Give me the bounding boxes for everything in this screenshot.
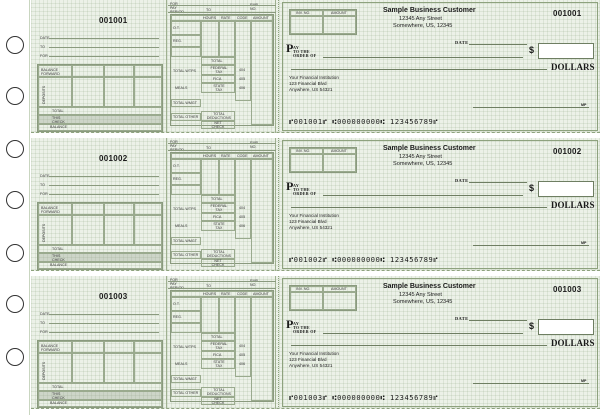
institution-address-1: 123 Financial Blvd [289, 357, 327, 362]
invoice-box [289, 147, 357, 173]
check-number: 001002 [553, 147, 582, 156]
register-cell[interactable] [134, 65, 162, 77]
total-other-label: TOTAL OTHER [173, 391, 199, 395]
register-cell[interactable] [72, 215, 104, 245]
total-wmgt-label: TOTAL WMGT [173, 101, 197, 105]
payee-line[interactable] [323, 57, 523, 58]
to-the-label: TO THE [293, 325, 310, 330]
earn-for-label: FOR [170, 140, 178, 144]
binder-hole [6, 191, 24, 209]
rate-col: RATE [221, 292, 231, 296]
total-col-label: TOTAL [211, 59, 223, 63]
earn-cell[interactable] [171, 323, 201, 333]
earn-cell[interactable] [171, 47, 201, 57]
register-cell[interactable] [72, 77, 104, 107]
amount-label: AMOUNT [331, 11, 347, 15]
dollar-sign: $ [529, 183, 535, 193]
customer-address-2: Somewhere, US, 12345 [393, 23, 453, 29]
perforation-line [278, 138, 279, 271]
invoice-box [289, 9, 357, 35]
pay-period-line[interactable] [168, 12, 276, 13]
rate-col: RATE [221, 154, 231, 158]
balance-forward-label: BALANCE FORWARD [41, 206, 60, 214]
dollars-label: DOLLARS [551, 62, 595, 72]
stub-for-label: FOR [40, 192, 48, 196]
earn-for-label: FOR [170, 2, 178, 6]
customer-address-1: 12345 Any Street [399, 154, 442, 160]
payee-line[interactable] [323, 333, 523, 334]
amount-box[interactable] [538, 181, 594, 197]
code-404: 404 [239, 344, 246, 348]
ot-label: O.T. [173, 164, 180, 168]
inv-amount-cell[interactable] [323, 154, 356, 172]
register-stub [31, 138, 167, 271]
federal-tax-label: FEDERAL TAX [210, 204, 228, 212]
deposits-label: DEPOSITS [42, 361, 46, 380]
customer-name: Sample Business Customer [383, 145, 476, 152]
check-number: 001003 [553, 285, 582, 294]
earn-for-line[interactable] [168, 5, 276, 6]
amount-col: AMOUNT [253, 16, 269, 20]
stub-date-label: DATE [40, 36, 50, 40]
date-line[interactable] [469, 44, 527, 45]
perforation-line [278, 0, 279, 133]
dollar-sign: $ [529, 45, 535, 55]
federal-tax-label: FEDERAL TAX [210, 66, 228, 74]
amount-words-line[interactable] [291, 345, 547, 346]
institution-name: Your Financial Institution [289, 75, 339, 80]
code-cell[interactable] [235, 21, 251, 101]
register-cell[interactable] [72, 341, 104, 353]
stub-date-line[interactable] [49, 38, 159, 39]
code-cell[interactable] [235, 297, 251, 377]
hours-cell[interactable] [201, 297, 219, 333]
inv-no-label: INV. NO. [296, 149, 311, 153]
date-label: DATE [455, 178, 469, 183]
micr-line: ⑈001003⑈ ⑆000000000⑆ 123456789⑈ [289, 394, 439, 402]
stub-to-line[interactable] [49, 47, 159, 48]
signature-line[interactable] [473, 383, 589, 384]
check [282, 2, 598, 131]
emp-no-label: EMP. NO. [250, 279, 259, 287]
to-the-label: TO THE [293, 187, 310, 192]
meals-label: MEALS [175, 86, 188, 90]
customer-address-2: Somewhere, US, 12345 [393, 299, 453, 305]
pay-label: AY [293, 45, 300, 50]
register-cell[interactable] [104, 203, 134, 215]
amount-box[interactable] [538, 319, 594, 335]
order-of-label: ORDER OF [293, 191, 317, 196]
state-tax-label: STATE TAX [213, 84, 225, 92]
total-label: TOTAL [52, 109, 64, 113]
institution-name: Your Financial Institution [289, 213, 339, 218]
institution-address-1: 123 Financial Blvd [289, 219, 327, 224]
register-stub [31, 0, 167, 133]
rate-col: RATE [221, 16, 231, 20]
emp-no-label: EMP. NO. [250, 3, 259, 11]
register-cell[interactable] [72, 65, 104, 77]
code-col: CODE [237, 154, 248, 158]
total-wtps-label: TOTAL WTPS [173, 345, 196, 349]
code-col: CODE [237, 292, 248, 296]
pay-period-to-label: TO [206, 146, 212, 150]
pay-initial: P [286, 179, 294, 193]
binder-hole [6, 36, 24, 54]
code-cell[interactable] [235, 159, 251, 239]
fica-label: FICA [213, 353, 222, 357]
pay-period-to-label: TO [206, 284, 212, 288]
stub-for-line[interactable] [49, 194, 159, 195]
pay-initial: P [286, 317, 294, 331]
check [282, 140, 598, 269]
signature-line[interactable] [473, 107, 589, 108]
earn-for-label: FOR [170, 278, 178, 282]
dollar-sign: $ [529, 321, 535, 331]
fica-label: FICA [213, 215, 222, 219]
balance-label: BALANCE [50, 263, 68, 267]
reg-label: REG. [173, 315, 182, 319]
register-cell[interactable] [134, 353, 162, 383]
customer-address-1: 12345 Any Street [399, 292, 442, 298]
register-cell[interactable] [104, 353, 134, 383]
signature-line[interactable] [473, 245, 589, 246]
binder-hole [6, 87, 24, 105]
total-wtps-label: TOTAL WTPS [173, 69, 196, 73]
earnings-table [170, 152, 274, 267]
binder-hole [6, 140, 24, 158]
total-col-label: TOTAL [211, 335, 223, 339]
customer-name: Sample Business Customer [383, 7, 476, 14]
pay-period-label: PAY PERIOD [170, 144, 185, 152]
register-table [37, 340, 163, 408]
earn-for-line[interactable] [168, 281, 276, 282]
inv-no-cell[interactable] [290, 292, 323, 310]
earnings-table [170, 14, 274, 129]
fica-label: FICA [213, 77, 222, 81]
balance-forward-label: BALANCE FORWARD [41, 68, 60, 76]
total-label: TOTAL [52, 247, 64, 251]
check-panel [31, 0, 600, 133]
deposits-label: DEPOSITS [42, 85, 46, 104]
amount-cell[interactable] [251, 297, 273, 401]
inv-amount-cell[interactable] [323, 292, 356, 310]
amount-box[interactable] [538, 43, 594, 59]
institution-address-1: 123 Financial Blvd [289, 81, 327, 86]
register-table [37, 202, 163, 270]
customer-name: Sample Business Customer [383, 283, 476, 290]
ot-label: O.T. [173, 302, 180, 306]
code-406: 406 [239, 224, 246, 228]
binder-hole [6, 348, 24, 366]
mp-mark: MP [581, 103, 587, 107]
inv-no-cell[interactable] [290, 154, 323, 172]
earnings-stub [168, 276, 276, 409]
register-cell[interactable] [134, 341, 162, 353]
pay-period-line[interactable] [168, 288, 276, 289]
this-check-label: THIS CHECK [52, 254, 65, 262]
pay-initial: P [286, 41, 294, 55]
amount-words-line[interactable] [291, 69, 547, 70]
dollars-label: DOLLARS [551, 200, 595, 210]
hours-col: HOURS [203, 16, 217, 20]
emp-no-label: EMP. NO. [250, 141, 259, 149]
total-other-label: TOTAL OTHER [173, 115, 199, 119]
stub-check-number: 001002 [99, 154, 128, 163]
earnings-table [170, 290, 274, 405]
code-405: 405 [239, 77, 246, 81]
hours-cell[interactable] [201, 159, 219, 195]
rate-cell[interactable] [219, 297, 235, 333]
register-cell[interactable] [134, 203, 162, 215]
meals-label: MEALS [175, 362, 188, 366]
earn-for-line[interactable] [168, 143, 276, 144]
micr-line: ⑈001002⑈ ⑆000000000⑆ 123456789⑈ [289, 256, 439, 264]
institution-address-2: Anywhere, US 54321 [289, 225, 333, 230]
dollars-label: DOLLARS [551, 338, 595, 348]
stub-to-label: TO [40, 45, 46, 49]
federal-tax-label: FEDERAL TAX [210, 342, 228, 350]
net-check-label: NET CHECK [211, 121, 225, 129]
customer-address-2: Somewhere, US, 12345 [393, 161, 453, 167]
date-line[interactable] [469, 182, 527, 183]
deposits-label: DEPOSITS [42, 223, 46, 242]
total-wtps-label: TOTAL WTPS [173, 207, 196, 211]
hours-col: HOURS [203, 154, 217, 158]
amount-label: AMOUNT [331, 287, 347, 291]
total-col-label: TOTAL [211, 197, 223, 201]
inv-no-label: INV. NO. [296, 11, 311, 15]
inv-no-label: INV. NO. [296, 287, 311, 291]
stub-for-line[interactable] [49, 332, 159, 333]
check-panel [31, 276, 600, 409]
pay-period-label: PAY PERIOD [170, 6, 185, 14]
institution-name: Your Financial Institution [289, 351, 339, 356]
balance-label: BALANCE [50, 125, 68, 129]
stub-to-line[interactable] [49, 185, 159, 186]
binder-hole [6, 295, 24, 313]
payee-line[interactable] [323, 195, 523, 196]
register-stub [31, 276, 167, 409]
order-of-label: ORDER OF [293, 53, 317, 58]
rate-cell[interactable] [219, 159, 235, 195]
earn-cell[interactable] [171, 185, 201, 195]
net-check-label: NET CHECK [211, 397, 225, 405]
register-cell[interactable] [72, 203, 104, 215]
total-deductions-label: TOTAL DEDUCTIONS [206, 388, 232, 396]
balance-forward-label: BALANCE FORWARD [41, 344, 60, 352]
stub-check-number: 001001 [99, 16, 128, 25]
earnings-stub [168, 138, 276, 271]
stub-date-label: DATE [40, 174, 50, 178]
balance-label: BALANCE [50, 401, 68, 405]
code-406: 406 [239, 362, 246, 366]
check [282, 278, 598, 407]
code-405: 405 [239, 215, 246, 219]
date-label: DATE [455, 40, 469, 45]
amount-cell[interactable] [251, 21, 273, 125]
check-number: 001001 [553, 9, 582, 18]
reg-label: REG. [173, 39, 182, 43]
amount-col: AMOUNT [253, 292, 269, 296]
total-deductions-label: TOTAL DEDUCTIONS [206, 250, 232, 258]
micr-line: ⑈001001⑈ ⑆000000000⑆ 123456789⑈ [289, 118, 439, 126]
register-cell[interactable] [134, 77, 162, 107]
code-404: 404 [239, 68, 246, 72]
stub-for-label: FOR [40, 330, 48, 334]
stub-date-label: DATE [40, 312, 50, 316]
pay-period-line[interactable] [168, 150, 276, 151]
stub-date-line[interactable] [49, 176, 159, 177]
date-line[interactable] [469, 320, 527, 321]
stub-to-line[interactable] [49, 323, 159, 324]
to-the-label: TO THE [293, 49, 310, 54]
meals-label: MEALS [175, 224, 188, 228]
perforation-line [278, 276, 279, 409]
stub-for-line[interactable] [49, 56, 159, 57]
customer-address-1: 12345 Any Street [399, 16, 442, 22]
code-406: 406 [239, 86, 246, 90]
register-cell[interactable] [104, 77, 134, 107]
register-cell[interactable] [72, 353, 104, 383]
amount-label: AMOUNT [331, 149, 347, 153]
reg-label: REG. [173, 177, 182, 181]
total-wmgt-label: TOTAL WMGT [173, 239, 197, 243]
earnings-stub [168, 0, 276, 133]
state-tax-label: STATE TAX [213, 222, 225, 230]
invoice-box [289, 285, 357, 311]
total-wmgt-label: TOTAL WMGT [173, 377, 197, 381]
mp-mark: MP [581, 379, 587, 383]
total-label: TOTAL [52, 385, 64, 389]
pay-period-to-label: TO [206, 8, 212, 12]
ot-label: O.T. [173, 26, 180, 30]
state-tax-label: STATE TAX [213, 360, 225, 368]
this-check-label: THIS CHECK [52, 116, 65, 124]
stub-check-number: 001003 [99, 292, 128, 301]
register-cell[interactable] [134, 215, 162, 245]
register-cell[interactable] [104, 215, 134, 245]
net-check-label: NET CHECK [211, 259, 225, 267]
order-of-label: ORDER OF [293, 329, 317, 334]
rate-cell[interactable] [219, 21, 235, 57]
amount-words-line[interactable] [291, 207, 547, 208]
register-cell[interactable] [104, 341, 134, 353]
pay-label: AY [293, 183, 300, 188]
register-table [37, 64, 163, 132]
inv-amount-cell[interactable] [323, 16, 356, 34]
date-label: DATE [455, 316, 469, 321]
institution-address-2: Anywhere, US 54321 [289, 87, 333, 92]
amount-col: AMOUNT [253, 154, 269, 158]
stub-for-label: FOR [40, 54, 48, 58]
code-col: CODE [237, 16, 248, 20]
mp-mark: MP [581, 241, 587, 245]
stub-to-label: TO [40, 183, 46, 187]
register-cell[interactable] [104, 65, 134, 77]
stub-to-label: TO [40, 321, 46, 325]
hours-cell[interactable] [201, 21, 219, 57]
pay-period-label: PAY PERIOD [170, 282, 185, 290]
code-404: 404 [239, 206, 246, 210]
total-other-label: TOTAL OTHER [173, 253, 199, 257]
amount-cell[interactable] [251, 159, 273, 263]
check-panel [31, 138, 600, 271]
code-405: 405 [239, 353, 246, 357]
institution-address-2: Anywhere, US 54321 [289, 363, 333, 368]
binder-strip [0, 0, 30, 415]
total-deductions-label: TOTAL DEDUCTIONS [206, 112, 232, 120]
this-check-label: THIS CHECK [52, 392, 65, 400]
stub-date-line[interactable] [49, 314, 159, 315]
pay-label: AY [293, 321, 300, 326]
inv-no-cell[interactable] [290, 16, 323, 34]
hours-col: HOURS [203, 292, 217, 296]
binder-hole [6, 244, 24, 262]
